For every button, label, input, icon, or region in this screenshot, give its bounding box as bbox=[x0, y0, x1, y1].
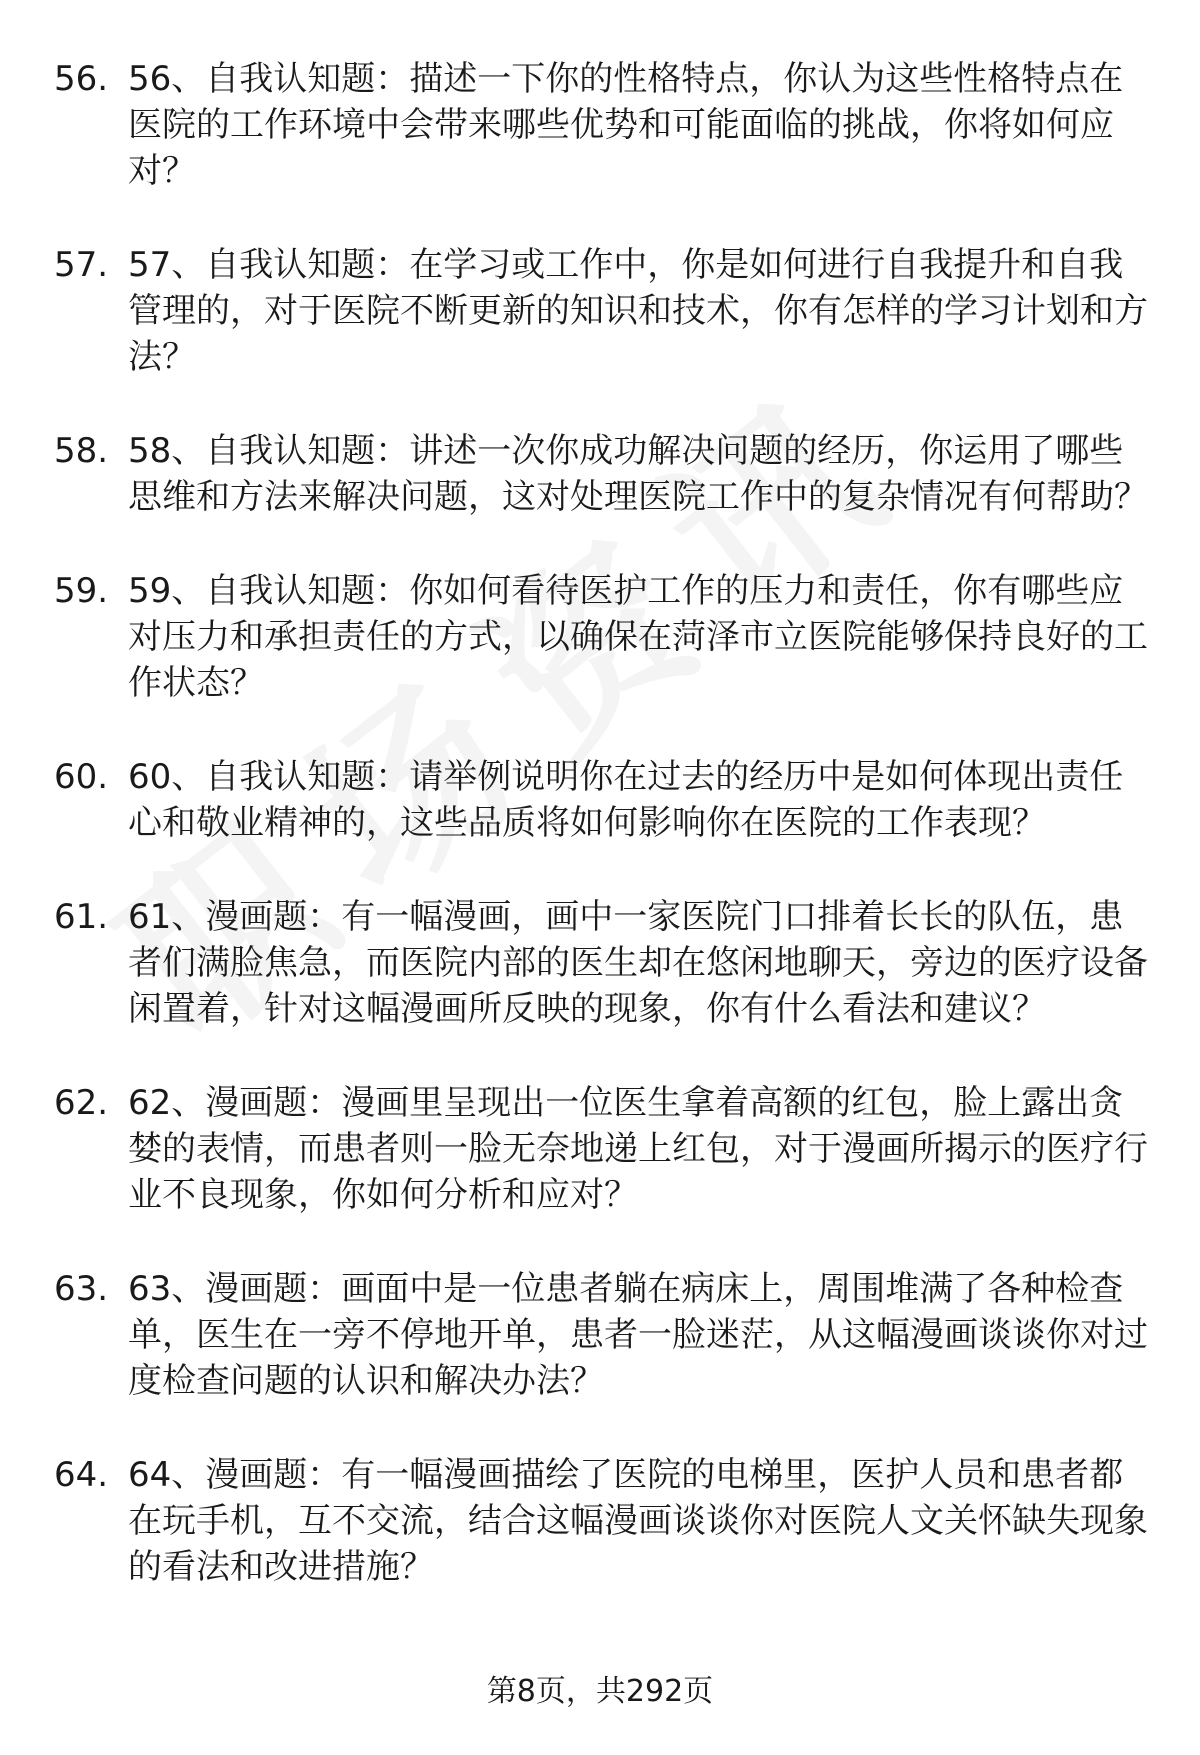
question-text: 62、漫画题：漫画里呈现出一位医生拿着高额的红包，脸上露出贪婪的表情，而患者则一脸无奈地递上红包，对于漫画所揭示的医疗行业不良现象，你如何分析和应对？ bbox=[128, 1083, 1148, 1215]
question-text: 61、漫画题：有一幅漫画，画中一家医院门口排着长长的队伍，患者们满脸焦急，而医院内部的医生却在悠闲地聊天，旁边的医疗设备闲置着，针对这幅漫画所反映的现象，你有什么看法和建议？ bbox=[128, 897, 1148, 1029]
question-text: 64、漫画题：有一幅漫画描绘了医院的电梯里，医护人员和患者都在玩手机，互不交流，结合这幅漫画谈谈你对医院人文关怀缺失现象的看法和改进措施？ bbox=[128, 1455, 1148, 1587]
question-text: 59、自我认知题：你如何看待医护工作的压力和责任，你有哪些应对压力和承担责任的方式，以确保在菏泽市立医院能够保持良好的工作状态？ bbox=[128, 571, 1148, 703]
question-item bbox=[0, 242, 1200, 380]
question-item bbox=[0, 1080, 1200, 1218]
question-item bbox=[0, 754, 1200, 846]
question-number: 64. bbox=[54, 1455, 109, 1495]
question-item bbox=[0, 1266, 1200, 1404]
question-item bbox=[0, 1452, 1200, 1590]
question-item bbox=[0, 568, 1200, 706]
question-number: 57. bbox=[54, 245, 109, 285]
question-number: 63. bbox=[54, 1269, 109, 1309]
question-number: 56. bbox=[54, 59, 109, 99]
question-number: 58. bbox=[54, 431, 109, 471]
question-text: 56、自我认知题：描述一下你的性格特点，你认为这些性格特点在医院的工作环境中会带来哪些优势和可能面临的挑战，你将如何应对？ bbox=[128, 59, 1124, 191]
question-item bbox=[0, 894, 1200, 1032]
question-number: 62. bbox=[54, 1083, 109, 1123]
question-text: 63、漫画题：画面中是一位患者躺在病床上，周围堆满了各种检查单，医生在一旁不停地开单，患者一脸迷茫，从这幅漫画谈谈你对过度检查问题的认识和解决办法？ bbox=[128, 1269, 1148, 1401]
question-text: 57、自我认知题：在学习或工作中，你是如何进行自我提升和自我管理的，对于医院不断更新的知识和技术，你有怎样的学习计划和方法？ bbox=[128, 245, 1148, 377]
question-list bbox=[0, 56, 1200, 1638]
question-number: 60. bbox=[54, 757, 109, 797]
question-item bbox=[0, 56, 1200, 194]
question-item bbox=[0, 428, 1200, 520]
question-text: 58、自我认知题：讲述一次你成功解决问题的经历，你运用了哪些思维和方法来解决问题，这对处理医院工作中的复杂情况有何帮助？ bbox=[128, 431, 1148, 517]
question-text: 60、自我认知题：请举例说明你在过去的经历中是如何体现出责任心和敬业精神的，这些品质将如何影响你在医院的工作表现？ bbox=[128, 757, 1124, 843]
question-number: 61. bbox=[54, 897, 109, 937]
page-indicator: 第8页，共292页 bbox=[486, 1674, 714, 1709]
question-number: 59. bbox=[54, 571, 109, 611]
